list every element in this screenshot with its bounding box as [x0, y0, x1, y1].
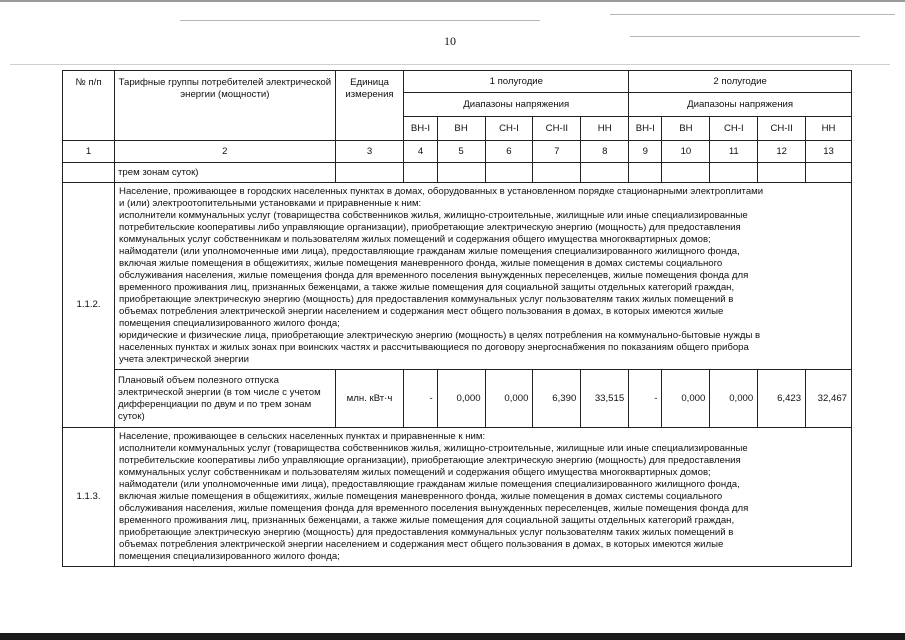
page-number: 10	[444, 34, 456, 48]
header-group: Тарифные группы потребителей электрической энергии (мощности)	[115, 71, 336, 141]
empty-cell	[581, 163, 629, 183]
empty-cell	[629, 163, 662, 183]
value-cell: -	[404, 370, 437, 428]
value-cell: 6,390	[533, 370, 581, 428]
description-line: коммунальных услуг собственникам и пользователям жилых помещений и содержания общего имущества многоквартирных домов;	[119, 234, 711, 245]
description-line: включая жилые помещения в общежитиях, жилые помещения маневренного фонда, жилые помещения в домах системы социального	[119, 491, 723, 502]
description-line: Население, проживающее в городских населенных пунктах в домах, оборудованных в установленном порядке стационарными электроплитами	[119, 186, 764, 197]
value-cell: 6,423	[758, 370, 806, 428]
empty-cell	[533, 163, 581, 183]
description-line: потребительские кооперативы либо управляющие организации), приобретающие электрическую энергию (мощность) для предоставления	[119, 222, 741, 233]
description-line: и (или) электроотопительными установками и приравненные к ним:	[119, 198, 422, 209]
description-line: помещения специализированного жилого фонда;	[119, 318, 340, 329]
header-row-1	[63, 71, 852, 93]
empty-cell	[404, 163, 437, 183]
continuation-row	[63, 163, 852, 183]
column-number: 1	[63, 141, 115, 163]
column-number: 3	[335, 141, 404, 163]
column-number: 10	[662, 141, 710, 163]
description-line: временного проживания лиц, признанных беженцами, а также жилые помещения для социальной защиты отдельных категорий граждан,	[119, 515, 735, 526]
voltage-level: ВН-I	[629, 117, 662, 141]
voltage-level: СН-I	[485, 117, 533, 141]
empty-cell	[437, 163, 485, 183]
column-number: 5	[437, 141, 485, 163]
voltage-level: СН-I	[710, 117, 758, 141]
scan-artifact-line	[180, 20, 540, 21]
description-line: коммунальных услуг собственникам и пользователям жилых помещений и содержания общего имущества многоквартирных домов;	[119, 467, 711, 478]
header-num: № п/п	[63, 71, 115, 141]
voltage-level: НН	[806, 117, 852, 141]
description-line: помещения специализированного жилого фонда;	[119, 551, 340, 562]
unit-cell: млн. кВт·ч	[335, 370, 404, 428]
voltage-level: НН	[581, 117, 629, 141]
row-number: 1.1.2.	[63, 183, 115, 428]
description-line: потребительские кооперативы либо управляющие организации), приобретающие электрическую энергию (мощность) для предоставления	[119, 455, 741, 466]
tariff-table	[62, 70, 852, 567]
description-line: наймодатели (или уполномоченные ими лица), предоставляющие гражданам жилые помещения специализированного жилищного фонда,	[119, 479, 740, 490]
description-line: включая жилые помещения в общежитиях, жилые помещения маневренного фонда, жилые помещения в домах системы социального	[119, 258, 723, 269]
column-number: 6	[485, 141, 533, 163]
header-voltage-ranges-2: Диапазоны напряжения	[629, 93, 852, 117]
row-1-1-3-description	[63, 428, 852, 567]
description-line: объемах потребления электрической энергии населением и содержания мест общего пользования в домах, в которых имеются жилые	[119, 306, 724, 317]
header-half-2: 2 полугодие	[629, 71, 852, 93]
column-number: 2	[115, 141, 336, 163]
row-number: 1.1.3.	[63, 428, 115, 567]
scan-top-edge	[0, 0, 905, 10]
value-cell: 32,467	[806, 370, 852, 428]
empty-cell	[662, 163, 710, 183]
description-line: обслуживания населения, жилые помещения фонда для временного поселения вынужденных переселенцев, жилые помещения фонда для	[119, 503, 749, 514]
description-line: Население, проживающее в сельских населенных пунктах и приравненные к ним:	[119, 431, 486, 442]
value-cell: 0,000	[662, 370, 710, 428]
empty-cell	[335, 163, 404, 183]
row-1-1-2-description	[63, 183, 852, 370]
column-number: 9	[629, 141, 662, 163]
description-line: населенных пунктах и жилых зонах при воинских частях и рассчитывающиеся по договору энергоснабжения по показаниям общего прибора	[119, 342, 749, 353]
scan-bottom-edge	[0, 633, 905, 640]
value-cell: 0,000	[710, 370, 758, 428]
column-number: 8	[581, 141, 629, 163]
description-line: исполнители коммунальных услуг (товарищества собственников жилья, жилищно-строительные, жилищные или иные специализированные	[119, 210, 748, 221]
empty-cell	[806, 163, 852, 183]
column-number: 12	[758, 141, 806, 163]
column-numbers-row	[63, 141, 852, 163]
description-line: наймодатели (или уполномоченные ими лица), предоставляющие гражданам жилые помещения специализированного жилищного фонда,	[119, 246, 740, 257]
scan-artifact-line	[610, 14, 895, 15]
planned-volume-label: Плановый объем полезного отпуска электрической энергии (в том числе с учетом дифференциации по двум и по трем зонам суток)	[115, 370, 336, 428]
empty-cell	[63, 163, 115, 183]
row-1-1-2-values	[63, 370, 852, 428]
column-number: 13	[806, 141, 852, 163]
empty-cell	[485, 163, 533, 183]
continuation-text: трем зонам суток)	[115, 163, 336, 183]
empty-cell	[758, 163, 806, 183]
voltage-level: ВН	[662, 117, 710, 141]
description-line: объемах потребления электрической энергии населением и содержания мест общего пользования в домах, в которых имеются жилые	[119, 539, 724, 550]
column-number: 7	[533, 141, 581, 163]
header-voltage-ranges-1: Диапазоны напряжения	[404, 93, 629, 117]
value-cell: -	[629, 370, 662, 428]
description-line: приобретающие электрическую энергию (мощность) для предоставления коммунальных услуг пользователям таких жилых помещений в	[119, 527, 734, 538]
voltage-level: ВН-I	[404, 117, 437, 141]
value-cell: 0,000	[437, 370, 485, 428]
header-half-1: 1 полугодие	[404, 71, 629, 93]
description-line: приобретающие электрическую энергию (мощность) для предоставления коммунальных услуг пользователям таких жилых помещений в	[119, 294, 734, 305]
description-line: юридические и физические лица, приобретающие электрическую энергию (мощность) в целях потребления на коммунально-бытовые нужды в	[119, 330, 761, 341]
description-line: временного проживания лиц, признанных беженцами, а также жилые помещения для социальной защиты отдельных категорий граждан,	[119, 282, 735, 293]
scan-artifact-line	[630, 36, 860, 37]
value-cell: 0,000	[485, 370, 533, 428]
column-number: 4	[404, 141, 437, 163]
description-line: учета электрической энергии	[119, 354, 250, 365]
voltage-level: СН-II	[533, 117, 581, 141]
scan-artifact-line	[10, 64, 890, 65]
value-cell: 33,515	[581, 370, 629, 428]
voltage-level: СН-II	[758, 117, 806, 141]
description-line: обслуживания населения, жилые помещения фонда для временного поселения вынужденных переселенцев, жилые помещения фонда для	[119, 270, 749, 281]
row-1-1-2-text	[115, 183, 852, 370]
column-number: 11	[710, 141, 758, 163]
voltage-level: ВН	[437, 117, 485, 141]
header-unit: Единица измерения	[335, 71, 404, 141]
description-line: исполнители коммунальных услуг (товарищества собственников жилья, жилищно-строительные, жилищные или иные специализированные	[119, 443, 748, 454]
empty-cell	[710, 163, 758, 183]
row-1-1-3-text	[115, 428, 852, 567]
